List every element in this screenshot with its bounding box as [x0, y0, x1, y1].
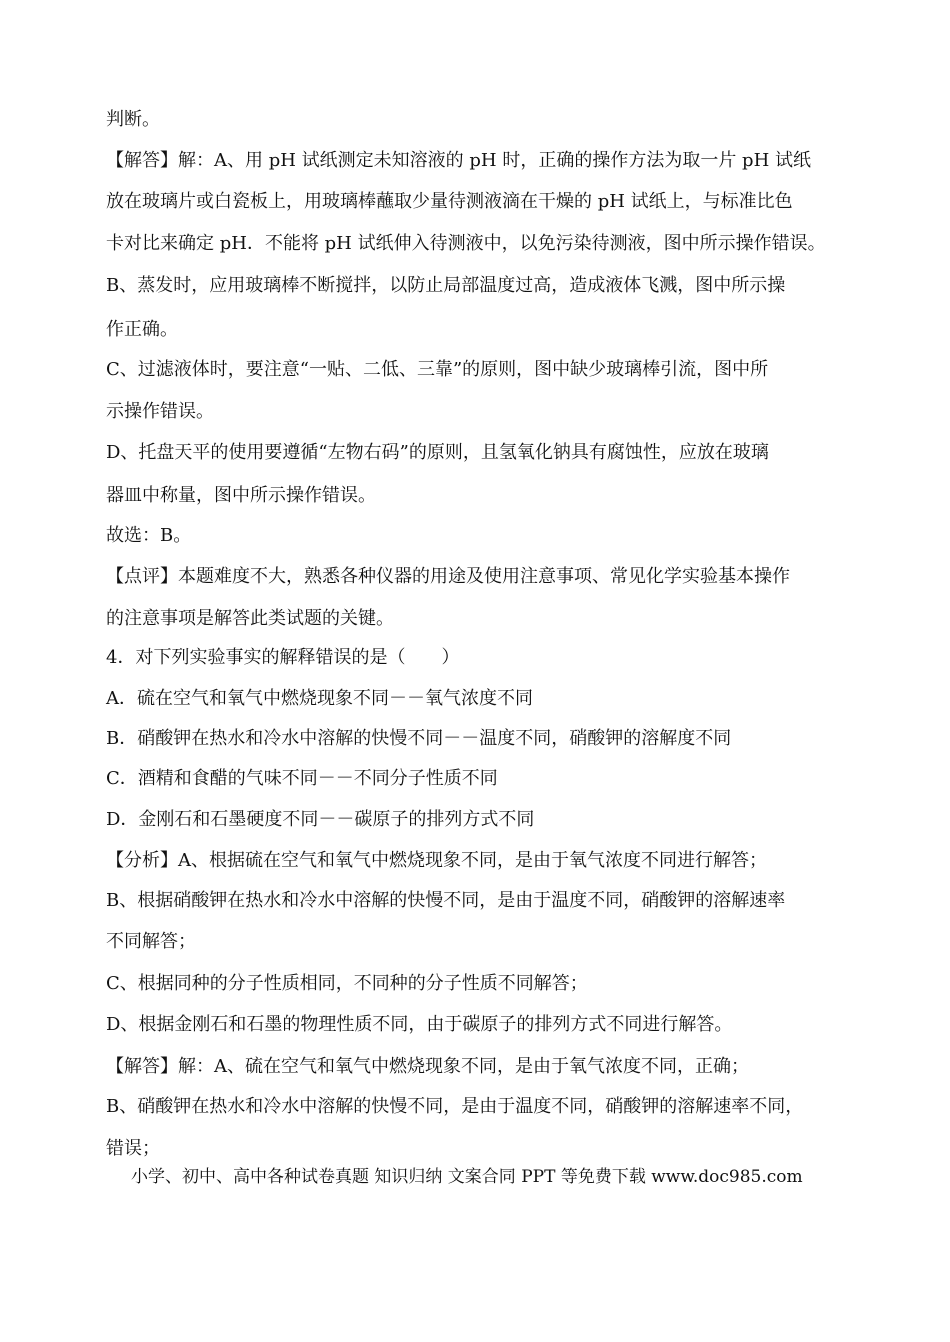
text-line: 错误；	[106, 1138, 160, 1159]
text-line: 放在玻璃片或白瓷板上，用玻璃棒蘸取少量待测液滴在干燥的 pH 试纸上，与标准比色	[106, 191, 793, 212]
text-line: 的注意事项是解答此类试题的关键。	[106, 608, 394, 629]
text-line: C、过滤液体时，要注意“一贴、二低、三靠”的原则，图中缺少玻璃棒引流，图中所	[106, 359, 769, 380]
text-line: B、根据硝酸钾在热水和冷水中溶解的快慢不同，是由于温度不同，硝酸钾的溶解速率	[106, 890, 786, 911]
option-c: C．酒精和食醋的气味不同－－不同分子性质不同	[106, 768, 498, 789]
text-line: 【解答】解：A、用 pH 试纸测定未知溶液的 pH 时，正确的操作方法为取一片 pH 试纸	[106, 150, 811, 171]
text-line: D、根据金刚石和石墨的物理性质不同，由于碳原子的排列方式不同进行解答。	[106, 1014, 733, 1035]
text-line: 【解答】解：A、硫在空气和氧气中燃烧现象不同，是由于氧气浓度不同，正确；	[106, 1056, 749, 1077]
text-line: D、托盘天平的使用要遵循“左物右码”的原则，且氢氧化钠具有腐蚀性，应放在玻璃	[106, 442, 769, 463]
option-b: B．硝酸钾在热水和冷水中溶解的快慢不同－－温度不同，硝酸钾的溶解度不同	[106, 728, 732, 749]
text-line: C、根据同种的分子性质相同，不同种的分子性质不同解答；	[106, 973, 588, 994]
page-footer: 小学、初中、高中各种试卷真题 知识归纳 文案合同 PPT 等免费下载 www.doc985.com	[131, 1167, 803, 1187]
text-line: 不同解答；	[106, 931, 196, 952]
text-line: 卡对比来确定 pH．不能将 pH 试纸伸入待测液中，以免污染待测液，图中所示操作错误。	[106, 233, 826, 254]
text-line: 示操作错误。	[106, 401, 214, 422]
text-line: B、蒸发时，应用玻璃棒不断搅拌，以防止局部温度过高，造成液体飞溅，图中所示操	[106, 275, 786, 296]
text-line: B、硝酸钾在热水和冷水中溶解的快慢不同，是由于温度不同，硝酸钾的溶解速率不同，	[106, 1096, 804, 1117]
text-line: 作正确。	[106, 319, 178, 340]
option-d: D．金刚石和石墨硬度不同－－碳原子的排列方式不同	[106, 809, 535, 830]
text-line: 【分析】A、根据硫在空气和氧气中燃烧现象不同，是由于氧气浓度不同进行解答；	[106, 850, 767, 871]
text-line: 判断。	[106, 109, 160, 130]
question-title: 4．对下列实验事实的解释错误的是（ ）	[106, 647, 460, 668]
text-line: 器皿中称量，图中所示操作错误。	[106, 485, 376, 506]
text-line: 【点评】本题难度不大，熟悉各种仪器的用途及使用注意事项、常见化学实验基本操作	[106, 566, 790, 587]
text-line: 故选：B。	[106, 525, 192, 546]
option-a: A．硫在空气和氧气中燃烧现象不同－－氧气浓度不同	[106, 688, 533, 709]
